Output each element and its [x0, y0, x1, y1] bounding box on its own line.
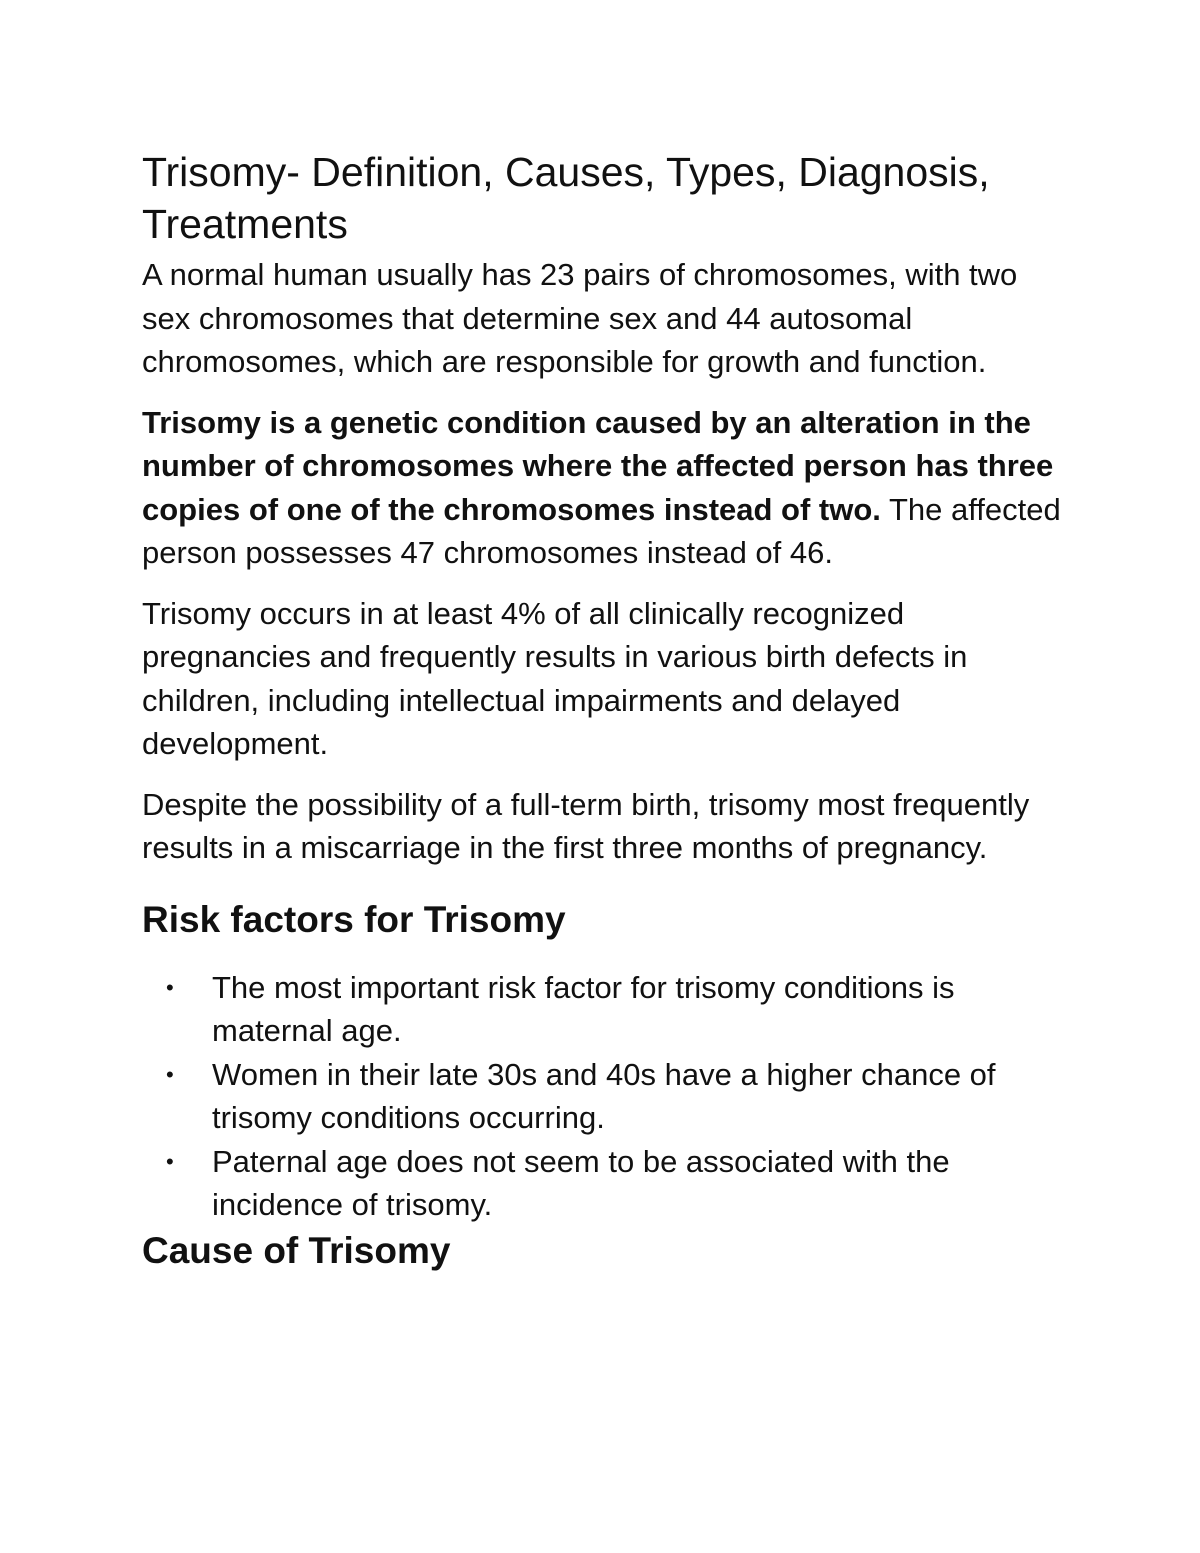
list-item — [142, 1053, 1062, 1140]
list-item — [142, 966, 1062, 1053]
list-item — [142, 1140, 1062, 1227]
definition-paragraph — [142, 401, 1062, 575]
bullet-icon: • — [166, 1148, 174, 1174]
list-item-text: Women in their late 30s and 40s have a higher chance of trisomy conditions occurring. — [212, 1056, 996, 1135]
definition-rest-text: The affected person possesses 47 chromosomes instead of 46. — [142, 491, 1061, 570]
bullet-icon: • — [166, 1061, 174, 1087]
list-item-text: Paternal age does not seem to be associated with the incidence of trisomy. — [212, 1143, 950, 1222]
intro-paragraph: A normal human usually has 23 pairs of chromosomes, with two sex chromosomes that determine sex and 44 autosomal chromosomes, which are responsible for growth and function. — [142, 257, 1018, 379]
cause-heading: Cause of Trisomy — [142, 1229, 451, 1271]
page-title: Trisomy- Definition, Causes, Types, Diagnosis, Treatments — [142, 149, 990, 247]
list-item-text: The most important risk factor for trisomy conditions is maternal age. — [212, 969, 955, 1048]
miscarriage-paragraph: Despite the possibility of a full-term birth, trisomy most frequently results in a miscarriage in the first three months of pregnancy. — [142, 786, 1030, 865]
risk-factors-list — [142, 966, 1062, 1227]
definition-bold-text: Trisomy is a genetic condition caused by an alteration in the number of chromosomes where the affected person has three copies of one of the chromosomes instead of two. — [142, 404, 1054, 527]
occurrence-paragraph: Trisomy occurs in at least 4% of all clinically recognized pregnancies and frequently results in various birth defects in children, including intellectual impairments and delayed development. — [142, 595, 968, 761]
risk-factors-heading: Risk factors for Trisomy — [142, 898, 566, 940]
bullet-icon: • — [166, 974, 174, 1000]
document-page — [142, 146, 1062, 1275]
